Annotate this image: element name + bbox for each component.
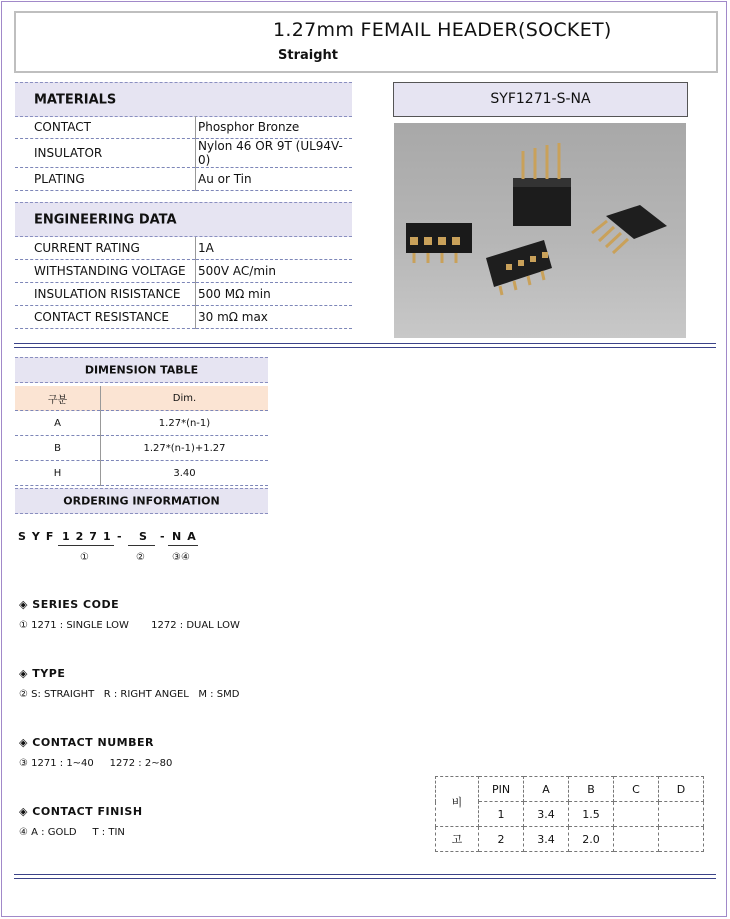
dim-value: 1.27*(n-1) — [101, 411, 269, 436]
table-row — [15, 283, 352, 306]
engineering-value: 1A — [196, 237, 353, 260]
table-row — [15, 116, 352, 139]
ordering-header — [15, 488, 268, 514]
footer-divider — [14, 874, 716, 879]
page-subtitle: Straight — [278, 48, 338, 63]
code-separator: - — [160, 530, 171, 543]
materials-header — [15, 82, 352, 117]
contact-finish-heading: ◈ CONTACT FINISH — [19, 805, 143, 818]
table-row — [436, 827, 704, 852]
code-separator: - — [117, 530, 128, 543]
code-mark: ① — [80, 552, 89, 563]
code-mark: ② — [136, 552, 145, 563]
column-header: 구분 — [15, 386, 101, 411]
remark-label-bottom: 고 — [436, 827, 479, 852]
code-mark: ③④ — [172, 552, 190, 563]
dim-value: 1.27*(n-1)+1.27 — [101, 436, 269, 461]
table-cell: 3.4 — [524, 802, 569, 827]
connector-right — [592, 205, 667, 253]
engineering-value: 500 MΩ min — [196, 283, 353, 306]
engineering-value: 500V AC/min — [196, 260, 353, 283]
column-header: B — [569, 777, 614, 802]
engineering-label: INSULATION RISISTANCE — [15, 283, 196, 306]
table-row — [15, 260, 352, 283]
engineering-header — [15, 202, 352, 237]
connector-upright — [513, 143, 571, 226]
table-cell: 3.4 — [524, 827, 569, 852]
dim-key: A — [15, 411, 101, 436]
table-cell — [614, 802, 659, 827]
dim-key: B — [15, 436, 101, 461]
product-photo — [394, 123, 686, 338]
table-cell: 1.5 — [569, 802, 614, 827]
engineering-label: CURRENT RATING — [15, 237, 196, 260]
connector-left — [406, 223, 472, 263]
material-value: Nylon 46 OR 9T (UL94V-0) — [196, 139, 353, 168]
table-row — [15, 306, 352, 329]
dim-key: H — [15, 461, 101, 486]
material-label: PLATING — [15, 168, 196, 191]
dim-value: 3.40 — [101, 461, 269, 486]
table-cell: 1 — [479, 802, 524, 827]
engineering-title: ENGINEERING DATA — [34, 212, 177, 227]
dimension-table-header — [15, 357, 268, 383]
material-value: Phosphor Bronze — [196, 116, 353, 139]
table-cell: 2.0 — [569, 827, 614, 852]
engineering-label: CONTACT RESISTANCE — [15, 306, 196, 329]
column-header: PIN — [479, 777, 524, 802]
remark-label-top: 비 — [436, 777, 479, 827]
table-row — [15, 461, 268, 486]
type-heading: ◈ TYPE — [19, 667, 66, 680]
material-value: Au or Tin — [196, 168, 353, 191]
materials-table — [15, 116, 352, 191]
engineering-label: WITHSTANDING VOLTAGE — [15, 260, 196, 283]
table-row — [15, 411, 268, 436]
table-row — [15, 237, 352, 260]
page-title: 1.27mm FEMAIL HEADER(SOCKET) — [273, 19, 612, 41]
code-part-series: 1271 — [62, 530, 117, 543]
pin-table — [435, 776, 704, 852]
table-cell — [659, 827, 704, 852]
column-header: A — [524, 777, 569, 802]
series-code-heading: ◈ SERIES CODE — [19, 598, 120, 611]
connector-center — [486, 240, 552, 295]
code-part-type: S — [139, 530, 153, 543]
materials-title: MATERIALS — [34, 92, 117, 107]
table-cell: 2 — [479, 827, 524, 852]
material-label: CONTACT — [15, 116, 196, 139]
model-number-box: SYF1271-S-NA — [393, 82, 688, 117]
dimension-table-title: DIMENSION TABLE — [84, 363, 199, 377]
contact-number-heading: ◈ CONTACT NUMBER — [19, 736, 154, 749]
code-part-prefix: SYF — [18, 530, 60, 543]
table-row — [15, 139, 352, 168]
code-part-finish: NA — [172, 530, 202, 543]
table-cell — [659, 802, 704, 827]
engineering-table — [15, 237, 352, 329]
material-label: INSULATOR — [15, 139, 196, 168]
table-row — [15, 168, 352, 191]
ordering-title: ORDERING INFORMATION — [63, 494, 220, 508]
table-row — [15, 436, 268, 461]
engineering-value: 30 mΩ max — [196, 306, 353, 329]
column-header: D — [659, 777, 704, 802]
column-header: C — [614, 777, 659, 802]
code-underline — [58, 545, 114, 546]
table-header-row — [436, 777, 704, 802]
series-code-text: ① 1271 : SINGLE LOW 1272 : DUAL LOW — [19, 620, 240, 631]
code-underline — [128, 545, 155, 546]
table-cell — [614, 827, 659, 852]
table-header-row — [15, 386, 268, 411]
type-text: ② S: STRAIGHT R : RIGHT ANGEL M : SMD — [19, 689, 240, 700]
connector-illustration — [394, 123, 686, 338]
dimension-table — [15, 386, 268, 486]
title-box — [14, 11, 718, 73]
section-divider — [14, 343, 716, 348]
contact-finish-text: ④ A : GOLD T : TIN — [19, 827, 125, 838]
column-header: Dim. — [101, 386, 269, 411]
contact-number-text: ③ 1271 : 1~40 1272 : 2~80 — [19, 758, 173, 769]
code-underline — [168, 545, 198, 546]
